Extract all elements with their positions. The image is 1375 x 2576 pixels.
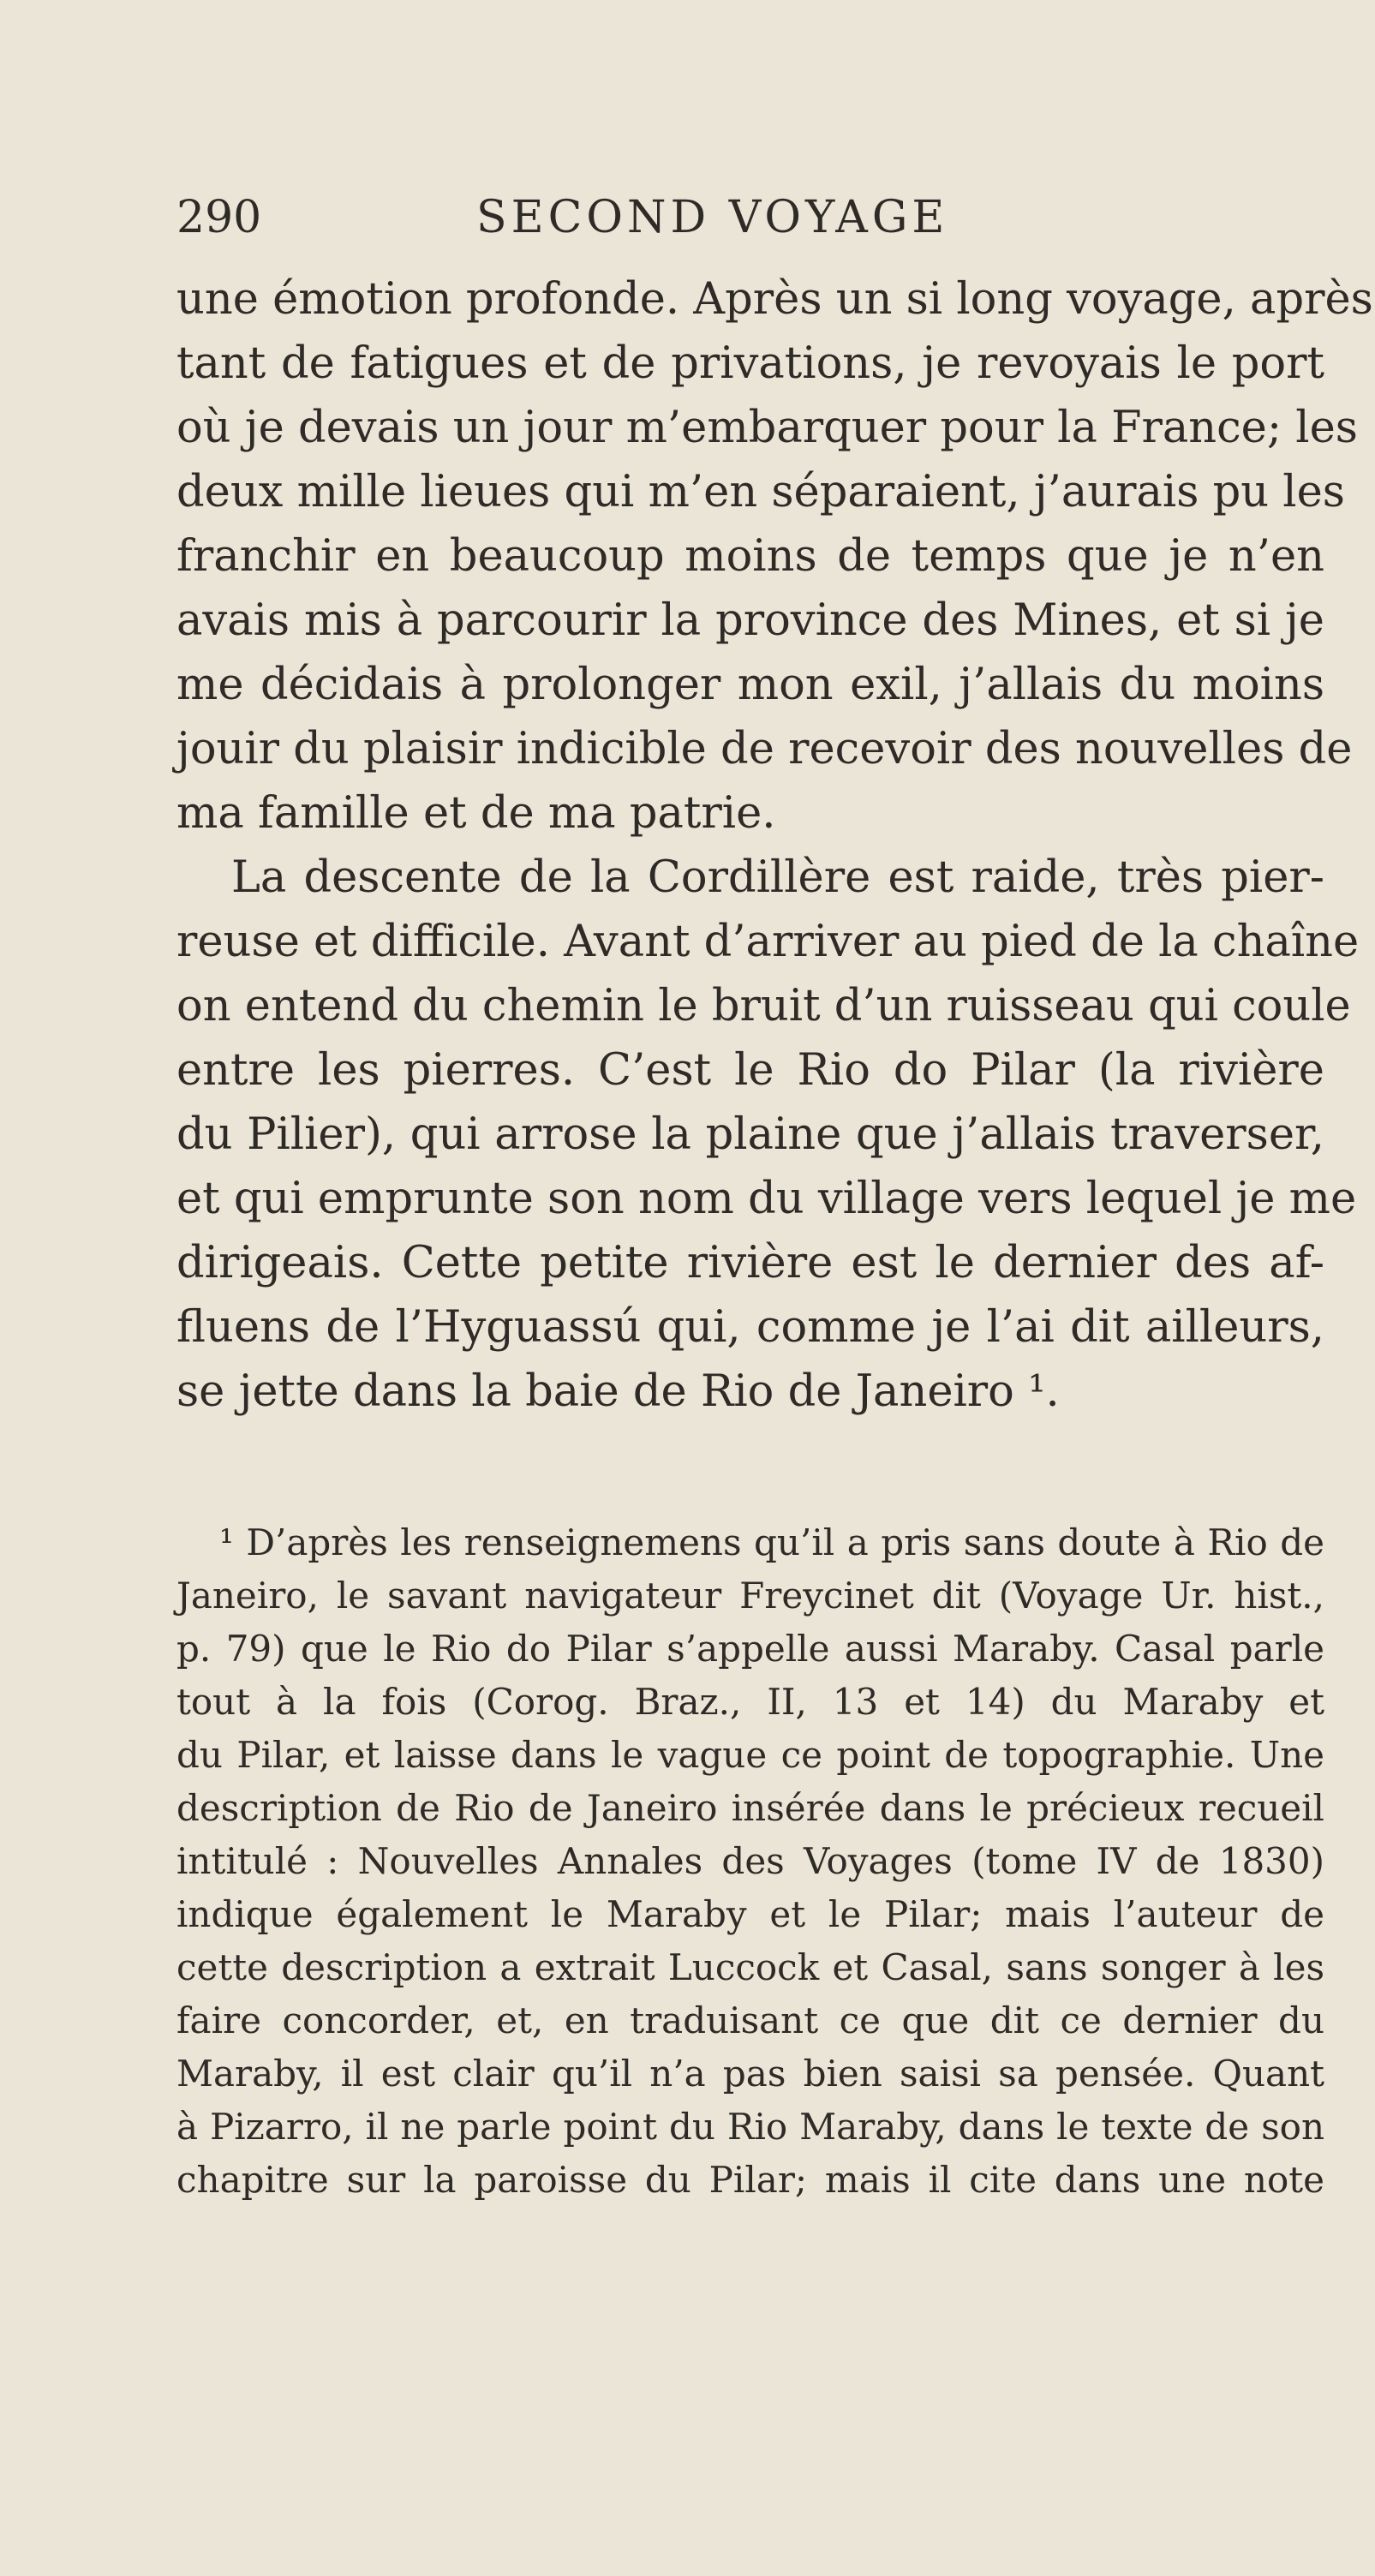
- footnote-line: du Pilar, et laisse dans le vague ce point de topographie. Une: [176, 1734, 1324, 1776]
- body-text: [176, 267, 1373, 1424]
- body-line: et qui emprunte son nom du village vers lequel je me: [176, 1174, 1357, 1224]
- body-line: avais mis à parcourir la province des Mines, et si je: [176, 595, 1324, 646]
- body-line: où je devais un jour m’embarquer pour la France; les: [176, 403, 1358, 453]
- footnotes: [176, 1516, 1324, 2207]
- body-line: on entend du chemin le bruit d’un ruisseau qui coule: [176, 981, 1351, 1031]
- body-line: se jette dans la baie de Rio de Janeiro ¹.: [176, 1366, 1060, 1417]
- body-line: jouir du plaisir indicible de recevoir des nouvelles de: [176, 724, 1353, 774]
- footnote-line: chapitre sur la paroisse du Pilar; mais il cite dans une note: [176, 2159, 1324, 2201]
- body-line: me décidais à prolonger mon exil, j’allais du moins: [176, 660, 1324, 710]
- footnote-line: Maraby, il est clair qu’il n’a pas bien saisi sa pensée. Quant: [176, 2053, 1324, 2095]
- body-line: fluens de l’Hyguassú qui, comme je l’ai dit ailleurs,: [176, 1302, 1324, 1353]
- footnote-line: Janeiro, le savant navigateur Freycinet dit (Voyage Ur. hist.,: [176, 1575, 1324, 1617]
- body-line: tant de fatigues et de privations, je revoyais le port: [176, 338, 1324, 389]
- footnote-line: indique également le Maraby et le Pilar; mais l’auteur de: [176, 1893, 1324, 1935]
- page-header: [176, 190, 1324, 245]
- body-line: ma famille et de ma patrie.: [176, 788, 776, 839]
- footnote-line: intitulé : Nouvelles Annales des Voyages (tome IV de 1830): [176, 1840, 1324, 1882]
- body-line: La descente de la Cordillère est raide, très pier-: [231, 852, 1324, 903]
- footnote-line: tout à la fois (Corog. Braz., II, 13 et 14) du Maraby et: [176, 1681, 1324, 1723]
- body-line: deux mille lieues qui m’en séparaient, j’aurais pu les: [176, 467, 1345, 517]
- footnote-line: ¹ D’après les renseignemens qu’il a pris sans doute à Rio de: [219, 1521, 1324, 1563]
- body-line: une émotion profonde. Après un si long voyage, après: [176, 274, 1373, 325]
- footnote-line: à Pizarro, il ne parle point du Rio Maraby, dans le texte de son: [176, 2106, 1324, 2148]
- running-head: SECOND VOYAGE: [476, 192, 949, 243]
- body-line: franchir en beaucoup moins de temps que je n’en: [176, 531, 1324, 582]
- body-line: du Pilier), qui arrose la plaine que j’allais traverser,: [176, 1109, 1324, 1160]
- footnote-line: description de Rio de Janeiro insérée dans le précieux recueil: [176, 1787, 1324, 1829]
- body-line: entre les pierres. C’est le Rio do Pilar (la rivière: [176, 1045, 1324, 1096]
- footnote-line: faire concorder, et, en traduisant ce que dit ce dernier du: [176, 1999, 1324, 2041]
- page-number: 290: [176, 192, 262, 243]
- footnote-line: cette description a extrait Luccock et Casal, sans songer à les: [176, 1946, 1324, 1988]
- body-line: dirigeais. Cette petite rivière est le dernier des af-: [176, 1238, 1324, 1288]
- footnote-line: p. 79) que le Rio do Pilar s’appelle aussi Maraby. Casal parle: [176, 1628, 1324, 1670]
- body-line: reuse et difficile. Avant d’arriver au pied de la chaîne: [176, 917, 1360, 967]
